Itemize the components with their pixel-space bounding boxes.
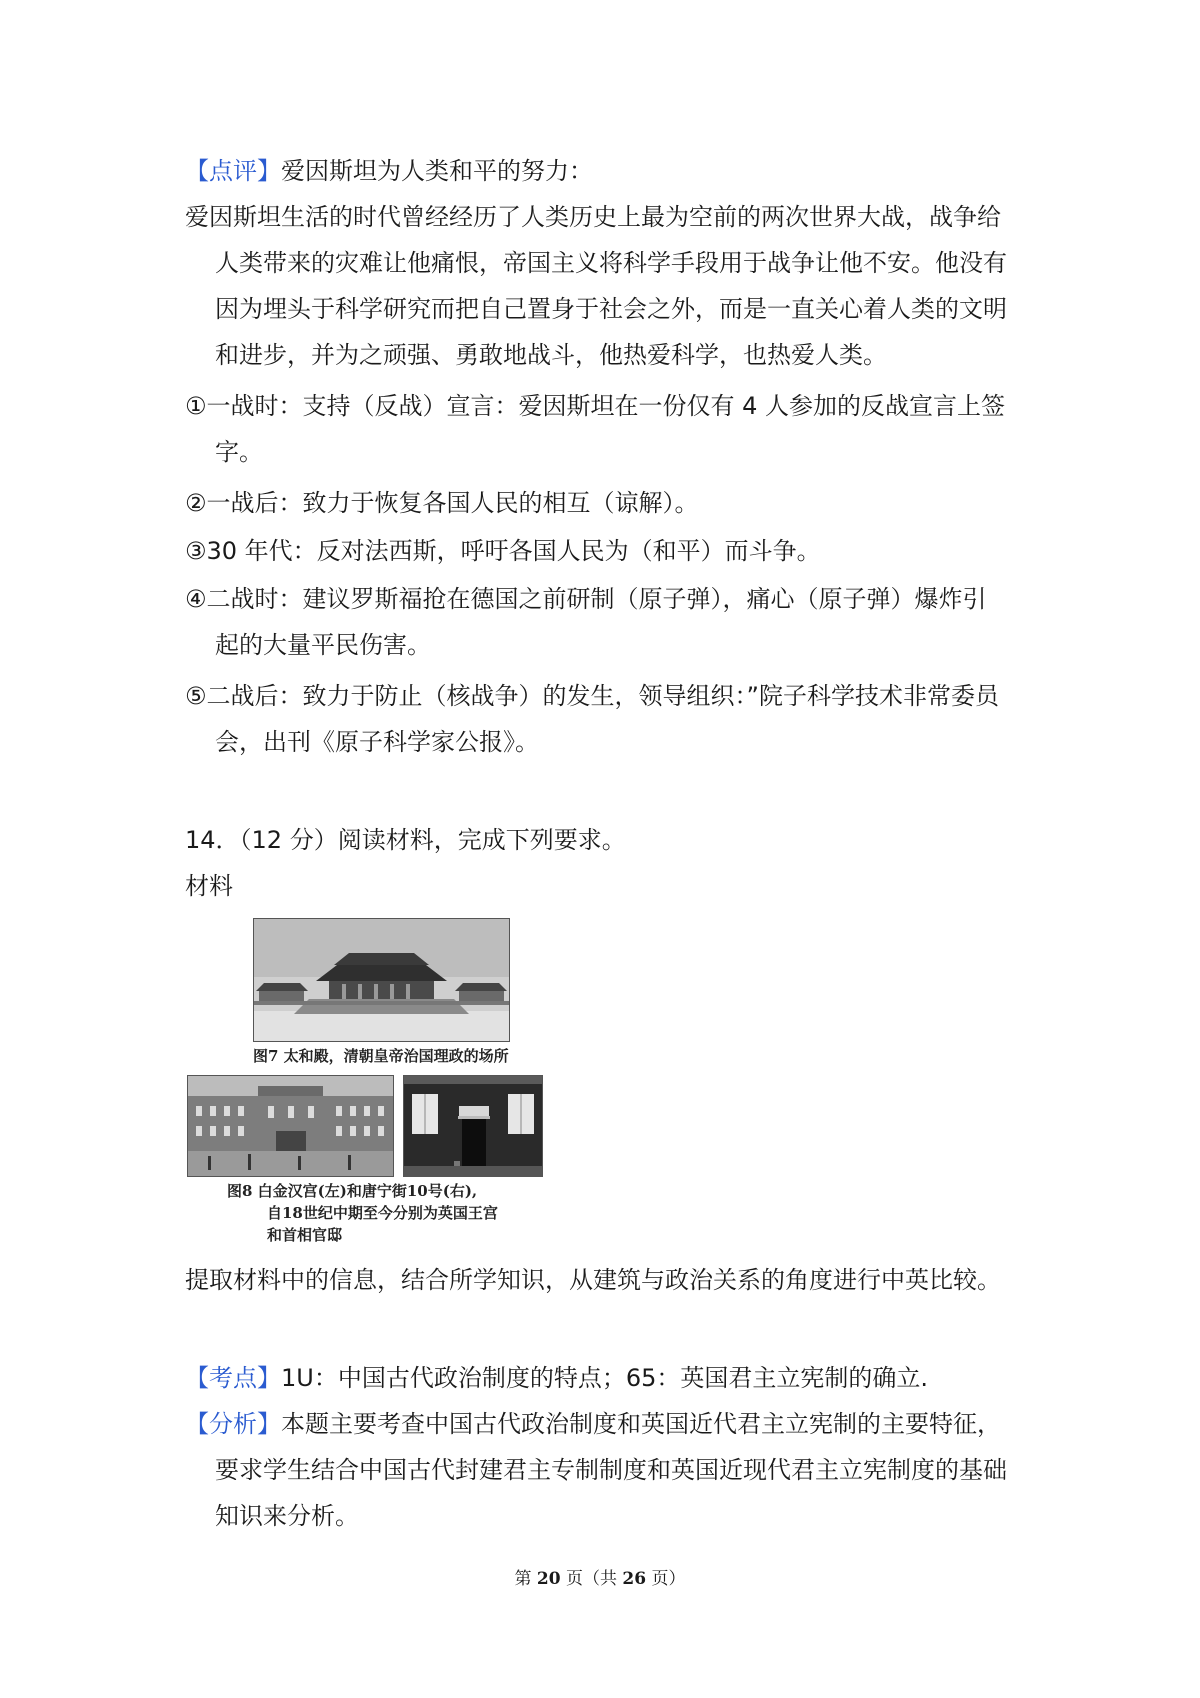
question-header: 14．（12 分）阅读材料，完成下列要求。 [185,826,626,854]
review-para-line: 和进步，并为之顽强、勇敢地战斗，他热爱科学，也热爱人类。 [215,341,887,369]
footer-post: 页） [651,1569,686,1589]
review-heading [185,156,593,186]
buckingham-photo [187,1075,394,1177]
fenxi-tag: 【分析】 [185,1410,281,1438]
footer-total-pages: 26 [622,1569,647,1589]
review-item-1-cont: 字。 [215,438,263,466]
footer-pre: 第 [514,1569,532,1589]
taihedian-photo [253,918,510,1042]
review-item-5: ⑤二战后：致力于防止（核战争）的发生，领导组织：”院子科学技术非常委员 [185,682,999,710]
review-title: 爱因斯坦为人类和平的努力： [281,157,593,185]
footer-mid: 页（共 [566,1569,617,1589]
kaodian-tag: 【考点】 [185,1364,281,1392]
review-item-4: ④二战时：建议罗斯福抢在德国之前研制（原子弹），痛心（原子弹）爆炸引 [185,585,987,613]
review-item-3: ③30 年代：反对法西斯，呼吁各国人民为（和平）而斗争。 [185,537,821,565]
review-para-line: 因为埋头于科学研究而把自己置身于社会之外，而是一直关心着人类的文明 [215,295,1007,323]
review-para-line: 爱因斯坦生活的时代曾经经历了人类历史上最为空前的两次世界大战，战争给 [185,203,1001,231]
downing-street-photo [403,1075,543,1177]
footer-page-number: 20 [536,1569,561,1589]
fenxi-line-cont: 知识来分析。 [215,1502,359,1530]
fenxi-line-cont: 要求学生结合中国古代封建君主专制制度和英国近现代君主立宪制度的基础 [215,1456,1007,1484]
review-item-1: ①一战时：支持（反战）宣言：爱因斯坦在一份仅有 4 人参加的反战宣言上签 [185,392,1006,420]
review-item-4-cont: 起的大量平民伤害。 [215,631,431,659]
fig7-caption: 图7 太和殿，清朝皇帝治国理政的场所 [253,1047,509,1065]
fig8-caption-line: 和首相官邸 [267,1226,343,1244]
question-prompt: 提取材料中的信息，结合所学知识，从建筑与政治关系的角度进行中英比较。 [185,1266,1001,1294]
review-item-5-cont: 会，出刊《原子科学家公报》。 [215,728,539,756]
fig8-caption-line: 图8 白金汉宫(左)和唐宁街10号(右), [227,1182,478,1200]
fenxi-line [185,1409,1001,1439]
fig8-caption-line: 自18世纪中期至今分别为英国王宫 [267,1204,498,1222]
fenxi-text: 本题主要考查中国古代政治制度和英国近代君主立宪制的主要特征， [281,1410,1001,1438]
page-footer [0,1564,1200,1589]
kaodian-text: 1U：中国古代政治制度的特点；65：英国君主立宪制的确立. [281,1364,929,1392]
material-figure [183,915,578,1245]
kaodian-line [185,1363,928,1393]
review-item-2: ②一战后：致力于恢复各国人民的相互（谅解）。 [185,489,699,517]
material-label: 材料 [185,872,233,900]
review-para-line: 人类带来的灾难让他痛恨，帝国主义将科学手段用于战争让他不安。他没有 [215,249,1007,277]
review-tag: 【点评】 [185,157,281,185]
